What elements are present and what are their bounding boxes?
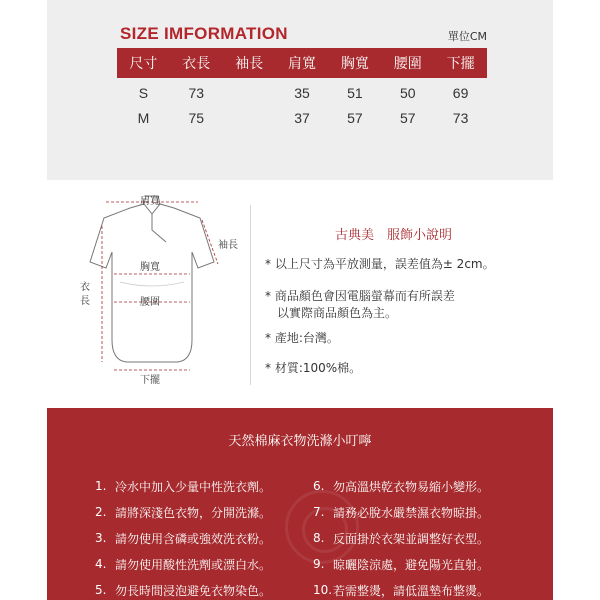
cell-chest: 51	[347, 85, 363, 101]
list-item: 9. 晾曬陰涼處，避免陽光直射。	[313, 557, 490, 572]
col-header-sleeve: 袖長	[235, 56, 264, 72]
note-color-line2: 以實際商品顏色為主。	[277, 306, 398, 320]
col-header-shoulder: 肩寬	[288, 56, 316, 72]
note-color-line1: * 商品顏色會因電腦螢幕而有所誤差	[265, 289, 455, 303]
cell-sleeve	[223, 107, 276, 129]
care-list-left	[95, 473, 271, 600]
table-row	[117, 82, 487, 104]
label-waist: 腰圍	[140, 297, 160, 308]
cell-shoulder: 37	[294, 110, 310, 126]
label-sleeve: 袖長	[218, 240, 238, 251]
note-color	[265, 288, 455, 322]
cell-length: 73	[188, 85, 205, 101]
shirt-outline-icon	[60, 190, 260, 390]
label-shoulder: 肩寬	[140, 196, 160, 207]
cell-shoulder: 35	[294, 85, 310, 101]
list-item: 3. 請勿使用含磷或強效洗衣粉。	[95, 531, 272, 546]
label-length-1: 衣	[80, 282, 90, 293]
divider	[250, 205, 251, 385]
cell-hem: 73	[452, 110, 469, 126]
cell-length: 75	[188, 110, 205, 126]
care-title: 天然棉麻衣物洗滌小叮嚀	[228, 434, 372, 449]
garment-measurement-diagram	[60, 190, 260, 390]
cell-waist: 57	[399, 110, 416, 126]
label-length-2: 長	[80, 296, 90, 307]
col-header-size: 尺寸	[129, 56, 158, 72]
list-item: 2. 請將深淺色衣物，分開洗滌。	[95, 505, 272, 520]
list-item: 1. 冷水中加入少量中性洗衣劑。	[95, 479, 272, 494]
label-hem: 下擺	[140, 375, 160, 386]
care-list-right	[313, 473, 489, 600]
note-origin: * 產地:台灣。	[265, 331, 339, 345]
care-instructions-panel	[47, 408, 553, 600]
list-item: 5. 勿長時間浸泡避免衣物染色。	[95, 583, 272, 598]
list-item: 4. 請勿使用酸性洗劑或漂白水。	[95, 557, 272, 572]
size-unit: 單位CM	[447, 30, 487, 43]
cell-size: M	[137, 110, 150, 126]
cell-chest: 57	[347, 110, 363, 126]
cell-sleeve	[223, 82, 276, 104]
col-header-hem: 下擺	[446, 56, 475, 72]
notes-title: 古典美 服飾小說明	[335, 228, 453, 243]
size-title: SIZE IMFORMATION	[120, 24, 288, 43]
cell-hem: 69	[452, 85, 469, 101]
col-header-waist: 腰圍	[393, 56, 422, 72]
list-item: 8. 反面掛於衣架並調整好衣型。	[313, 531, 490, 546]
cell-waist: 50	[399, 85, 416, 101]
size-information-panel	[47, 0, 553, 180]
label-chest: 胸寬	[140, 262, 160, 273]
col-header-length: 衣長	[182, 56, 211, 72]
table-row	[117, 107, 487, 129]
cell-size: S	[138, 85, 149, 101]
list-item: 10. 若需整燙，請低溫墊布整燙。	[313, 583, 490, 598]
size-table-header	[117, 48, 487, 78]
list-item: 6. 勿高溫烘乾衣物易縮小變形。	[313, 479, 490, 494]
note-material: * 材質:100%棉。	[265, 361, 362, 375]
col-header-chest: 胸寬	[340, 56, 369, 72]
list-item: 7. 請務必脫水嚴禁濕衣物晾掛。	[313, 505, 490, 520]
note-measurement: * 以上尺寸為平放測量，誤差值為± 2cm。	[265, 257, 495, 271]
